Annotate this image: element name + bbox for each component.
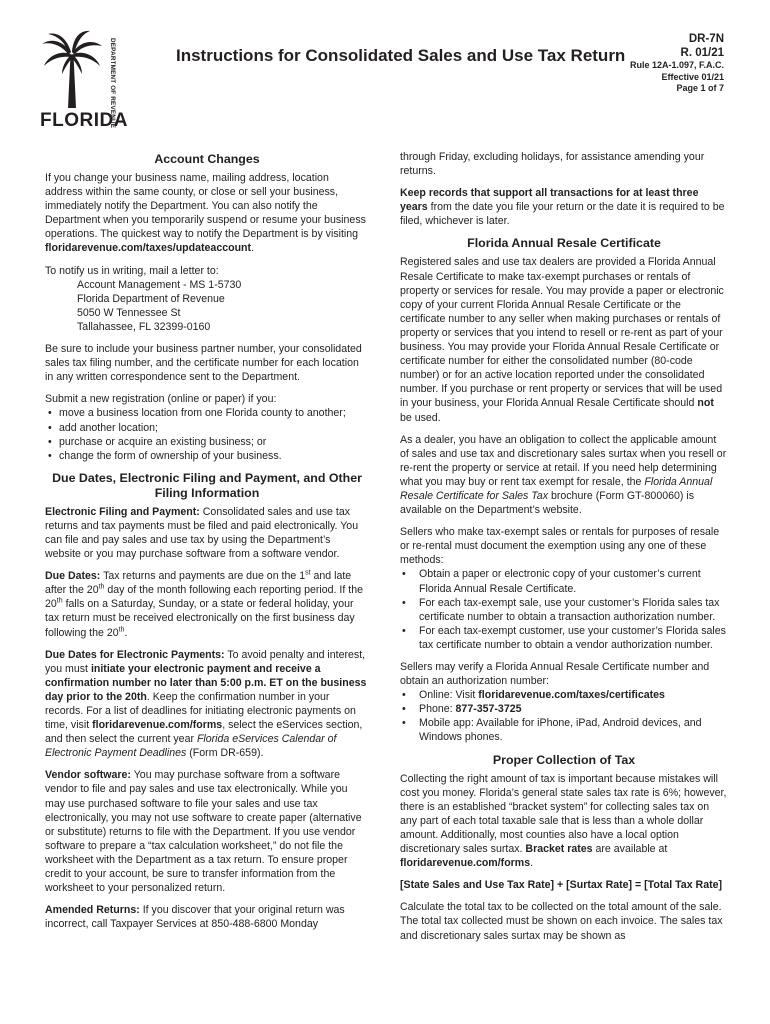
verify-intro: Sellers may verify a Florida Annual Resale Certificate number and obtain an authorization number: — [400, 661, 710, 688]
form-revision: R. 01/21 — [680, 46, 724, 59]
page-title: Instructions for Consolidated Sales and Use Tax Return — [176, 46, 626, 65]
bracket-rates-link[interactable]: floridarevenue.com/forms — [400, 857, 531, 870]
palm-tree-icon — [40, 30, 104, 108]
form-number: DR-7N — [688, 33, 724, 45]
resale-certificate-heading: Florida Annual Resale Certificate — [467, 236, 661, 251]
account-changes-heading: Account Changes — [154, 152, 260, 166]
verify-methods-list — [400, 688, 728, 744]
page-number: Page 1 of 7 — [676, 83, 724, 93]
list-item: • Online: Visit floridarevenue.com/taxes/certificates — [400, 688, 728, 702]
keep-records-paragraph: Keep records that support all transactions for at least three years from the date you file your return or the date it is required to be filed, whichever is later. — [400, 187, 725, 228]
account-changes-paragraph: If you change your business name, mailing address, location address within the same county, or close or sell your business, immediately notify the Department. You can also notify the Department when you temporarily suspend or resume your business operations. The quickest way to notify the Department is by visiting floridarevenue.com/taxes/updateaccount. — [45, 172, 366, 255]
list-item: • purchase or acquire an existing business; or — [45, 435, 369, 449]
right-column — [400, 150, 728, 951]
list-item: • move a business location from one Florida county to another; — [45, 406, 369, 420]
submit-list — [45, 406, 369, 462]
proper-collection-heading: Proper Collection of Tax — [492, 752, 636, 767]
resale-paragraph-1: Registered sales and use tax dealers are provided a Florida Annual Resale Certificate to make tax-exempt purchases or rentals of property or services for resale. You may provide a paper or electronic copy of your current Florida Annual Resale Certificate or the certificate number to any seller when making purchases or rentals of property or services that you intend to resell or re-rent as part of your business. You may provide your Florida Annual Resale Certificate or certificate number for either the consolidated number (80-code number) or for an active location reported under the consolidated number. If you purchase or rent property or services that will be used in your business, your Florida Annual Resale Certificate should not be used. — [400, 256, 724, 424]
resale-paragraph-2: As a dealer, you have an obligation to collect the applicable amount of sales and use tax and discretionary sales surtax when you resell or re-rent the property or service at retail. If you need help determining what you may buy or rent tax exempt for resale, the Florida Annual Resale Certificate for Sales Tax brochure (Form GT-800060) is available on the Department’s website. — [400, 433, 727, 517]
tax-rate-formula: [State Sales and Use Tax Rate] + [Surtax Rate] = [Total Tax Rate] — [400, 879, 723, 892]
electronic-payments-paragraph: Due Dates for Electronic Payments: To avoid penalty and interest, you must initiate your electronic payment and receive a confirmation number no later than 5:00 p.m. ET on the business day prior to the 20th. Keep the confirmation number in your records. For a list of deadlines for initiating electronic payments on time, visit floridarevenue.com/forms, select the eServices section, and then select the current year Florida eServices Calendar of Electronic Payment Deadlines (Form DR-659). — [45, 648, 367, 760]
list-item: • add another location; — [45, 421, 369, 435]
mail-intro: To notify us in writing, mail a letter to: — [45, 264, 219, 277]
vendor-software-paragraph: Vendor software: You may purchase software from a software vendor to file and pay sales and use tax electronically. While you may use purchased software to file your sales and use tax electronically, you may not use software to create paper (alternative or substitute) returns to file with the Department. If you use vendor software to prepare a “tax calculation worksheet,” do not file the worksheet with the Department as a tax return. To ensure proper credit to your account, be sure to transfer information from the worksheet to your personalized return. — [45, 769, 362, 895]
list-item: • change the form of ownership of your business. — [45, 449, 369, 463]
amended-returns-paragraph: Amended Returns: If you discover that your original return was incorrect, call Taxpayer Services at 850-488-6800 Monday — [45, 904, 345, 931]
left-column — [45, 150, 369, 939]
exemption-methods-list — [400, 567, 728, 652]
list-item: • Obtain a paper or electronic copy of your customer’s current Florida Annual Resale Certificate. — [400, 567, 728, 595]
submit-intro: Submit a new registration (online or paper) if you: — [45, 393, 277, 406]
florida-dor-logo — [36, 30, 128, 131]
due-dates-heading: Due Dates, Electronic Filing and Payment, and Other Filing Information — [52, 470, 362, 500]
form-rule: Rule 12A-1.097, F.A.C. — [629, 60, 724, 70]
due-dates-paragraph: Due Dates: Tax returns and payments are due on the 1st and late after the 20th day of the month following each reporting period. If the 20th falls on a Saturday, Sunday, or a state or federal holiday, your tax return must be received electronically on the first business day following the 20th. — [45, 569, 363, 639]
list-item: • For each tax-exempt sale, use your customer’s Florida sales tax certificate number to obtain a transaction authorization number. — [400, 596, 728, 624]
form-identifier — [630, 33, 724, 95]
logo-state-text: FLORIDA — [40, 110, 128, 131]
phone-number[interactable]: 877-357-3725 — [455, 703, 522, 716]
certificates-link[interactable]: floridarevenue.com/taxes/certificates — [478, 689, 665, 702]
electronic-filing-paragraph: Electronic Filing and Payment: Consolidated sales and use tax returns and tax payments must be filed and paid electronically. You can file and pay sales and use tax by using the Department’s website or you may purchase software from a software vendor. — [45, 505, 359, 561]
forms-link[interactable]: floridarevenue.com/forms — [92, 719, 223, 732]
collection-paragraph-2: Calculate the total tax to be collected on the total amount of the sale. The total tax collected must be shown on each invoice. The sales tax and discretionary sales surtax may be shown as — [400, 901, 723, 942]
correspondence-paragraph: Be sure to include your business partner number, your consolidated sales tax filing number, and the certificate number for each location in any written correspondence sent to the Department. — [45, 343, 362, 384]
list-item: • Phone: 877-357-3725 — [400, 702, 728, 716]
list-item: • Mobile app: Available for iPhone, iPad, Android devices, and Windows phones. — [400, 716, 728, 744]
resale-paragraph-3: Sellers who make tax-exempt sales or rentals for purposes of resale or re-rental must document the exemption using any one of these methods: — [400, 526, 720, 567]
update-account-link[interactable]: floridarevenue.com/taxes/updateaccount — [45, 242, 252, 255]
mailing-address: Account Management - MS 1-5730 Florida Department of Revenue 5050 W Tennessee St Tallahassee, FL 32399-0160 — [77, 278, 242, 333]
amended-continuation: through Friday, excluding holidays, for assistance amending your returns. — [400, 151, 705, 178]
logo-department-text: DEPARTMENT OF REVENUE — [109, 38, 116, 129]
list-item: • For each tax-exempt customer, use your customer’s Florida sales tax certificate number to obtain a vendor authorization number. — [400, 624, 728, 652]
collection-paragraph-1: Collecting the right amount of tax is important because mistakes will cost you money. Florida’s general state sales tax rate is 6%; however, there is an established “bracket system” for collecting sales tax on any part of each total taxable sale that is less than a whole dollar amount. Additionally, most counties also have a local option discretionary sales surtax. Bracket rates are available at floridarevenue.com/forms. — [400, 772, 727, 870]
form-effective: Effective 01/21 — [661, 71, 724, 82]
